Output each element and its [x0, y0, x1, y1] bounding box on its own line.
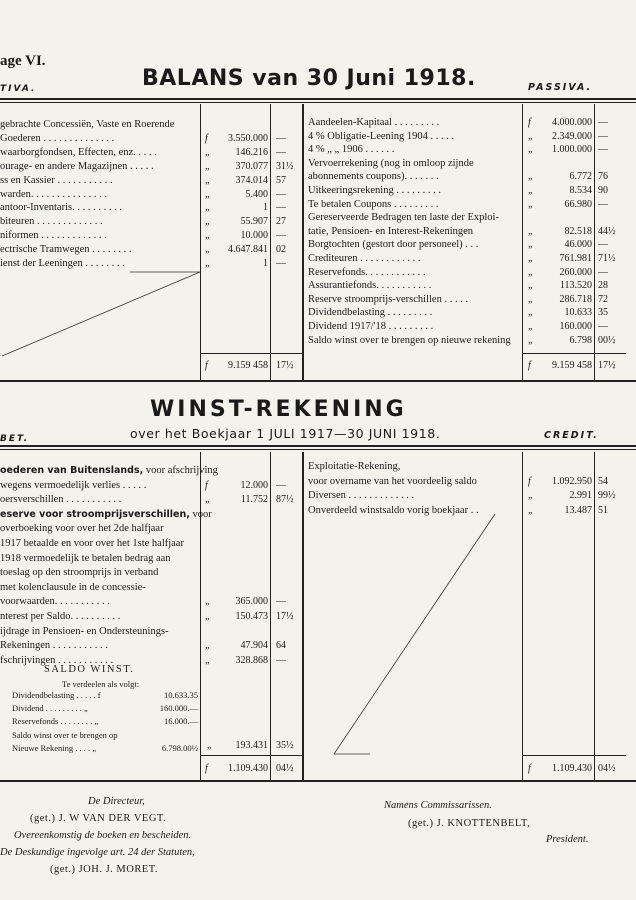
balance-bottom-rule: [0, 380, 636, 382]
activa-row-amount: 5.400: [245, 188, 268, 200]
activa-row-label: gebrachte Concessiën, Vaste en Roerende: [0, 119, 175, 130]
passiva-row-label: Vervoerrekening (nog in omloop zijnde: [308, 157, 474, 169]
debet-row-label: toeslag op den stroomprijs in verband: [0, 567, 159, 579]
activa-row-amount: 1: [263, 258, 268, 269]
passiva-row-cents: 35: [598, 307, 608, 319]
activa-row-currency: f: [205, 132, 208, 144]
director-heading: De Directeur,: [88, 796, 145, 807]
debet-row-cents: 17½: [276, 611, 294, 622]
saldo-item-value: 6.798.00½: [161, 742, 198, 753]
activa-row-cents: 02: [276, 244, 286, 256]
passiva-row-cents: 00½: [598, 334, 616, 346]
passiva-row-label: Borgtochten (gestort door personeel) . . .: [308, 239, 479, 251]
debet-row-currency: „: [205, 640, 211, 652]
passiva-row-currency: „: [528, 171, 534, 183]
credit-row-cents: 51: [598, 504, 608, 516]
saldo-item-label: Reservefonds . . . . . . . . „: [12, 716, 99, 727]
balance-total-right-f: f: [528, 360, 531, 371]
passiva-row-amount: 2.349.000: [552, 130, 592, 142]
debet-row-amount: 150.473: [235, 611, 268, 622]
profit-total-left-cents: 04½: [276, 763, 294, 774]
credit-row-label: Exploitatie-Rekening,: [308, 461, 401, 472]
activa-row-label: ienst der Leeningen . . . . . . . .: [0, 258, 125, 269]
activa-row-label: ss en Kassier . . . . . . . . . . .: [0, 174, 113, 186]
debet-row-cents: —: [276, 596, 286, 608]
saldo-total-cents: 35½: [276, 740, 294, 751]
saldo-total-f: „: [207, 740, 212, 751]
activa-row-cents: —: [276, 132, 286, 144]
debet-row-label: wegens vermoedelijk verlies . . . . .: [0, 479, 147, 491]
debet-row-amount: 365.000: [235, 596, 268, 608]
activa-row-cents: —: [276, 258, 286, 269]
passiva-row-cents: —: [598, 239, 608, 251]
saldo-item-value: 160.000.—: [159, 703, 198, 714]
balance-top-rule-thin: [0, 102, 636, 103]
commissioners-heading: Namens Commissarissen.: [384, 800, 492, 811]
passiva-row-currency: „: [528, 307, 534, 319]
saldo-item-value: 16.000.—: [164, 716, 198, 727]
saldo-item-label: Saldo winst over te brengen op: [12, 729, 118, 740]
auditor-name: (get.) JOH. J. MORET.: [50, 864, 159, 875]
director-name: (get.) J. W VAN DER VEGT.: [30, 813, 167, 824]
activa-row-label: warden. . . . . . . . . . . . . . .: [0, 188, 108, 200]
passiva-row-cents: —: [598, 117, 608, 128]
debet-row-amount: 11.752: [240, 494, 268, 506]
saldo-subheading: Te verdeelen als volgt:: [62, 679, 140, 689]
debet-row-label-tail: voor afschrijving: [143, 465, 218, 476]
credit-row-currency: „: [528, 504, 534, 516]
passiva-row-cents: 71½: [598, 253, 616, 264]
passiva-row-currency: „: [528, 198, 534, 210]
activa-row-amount: 10.000: [240, 230, 268, 242]
passiva-row-amount: 286.718: [559, 293, 592, 305]
passiva-row-amount: 66.980: [564, 198, 592, 210]
passiva-row-amount: 6.798: [569, 334, 592, 346]
activa-row-cents: 57: [276, 174, 286, 186]
credit-row-cents: 54: [598, 475, 608, 487]
passiva-row-amount: 160.000: [559, 321, 592, 332]
passiva-row-amount: 8.534: [569, 185, 592, 196]
passiva-row-label: Dividend 1917/'18 . . . . . . . . .: [308, 321, 434, 332]
passiva-row-currency: „: [528, 185, 534, 196]
credit-row-label: voor overname van het voordeelig saldo: [308, 475, 477, 487]
passiva-label: PASSIVA.: [528, 82, 593, 93]
passiva-row-amount: 10.633: [564, 307, 592, 319]
credit-row-amount: 1.092.950: [552, 475, 592, 487]
profit-total-left-f: f: [205, 763, 208, 774]
activa-row-amount: 374.014: [235, 174, 268, 186]
passiva-row-currency: „: [528, 266, 534, 278]
credit-row-cents: 99½: [598, 490, 616, 502]
auditor-heading: De Deskundige ingevolge art. 24 der Statuten,: [0, 847, 195, 858]
debet-row-label: ijdrage in Pensioen- en Ondersteunings-: [0, 625, 169, 637]
profit-total-right-cents: 04½: [598, 763, 616, 774]
debet-row-label: fschrijvingen . . . . . . . . . . .: [0, 654, 114, 666]
profit-title: WINST-REKENING: [150, 397, 407, 422]
credit-row-label: Diversen . . . . . . . . . . . . .: [308, 490, 415, 502]
passiva-row-label: Gereserveerde Bedragen ten laste der Exploi-: [308, 212, 499, 224]
activa-row-currency: „: [205, 244, 211, 256]
activa-row-label: waarborgfondsen, Effecten, enz. . . . .: [0, 146, 157, 158]
profit-total-right-f: f: [528, 763, 531, 774]
activa-row-amount: 370.077: [235, 160, 268, 172]
activa-row-amount: 1: [263, 202, 268, 214]
debet-row-currency: „: [205, 596, 211, 608]
passiva-row-cents: 44½: [598, 225, 616, 237]
passiva-row-currency: „: [528, 130, 534, 142]
debet-label: BET.: [0, 434, 30, 444]
debet-row-label: overboeking voor over het 2de halfjaar: [0, 523, 164, 535]
passiva-row-cents: —: [598, 266, 608, 278]
debet-row-amount: 47.904: [240, 640, 268, 652]
passiva-row-currency: f: [528, 117, 531, 128]
debet-row-label: oersverschillen . . . . . . . . . . .: [0, 494, 122, 506]
activa-row-amount: 3.550.000: [228, 132, 268, 144]
saldo-total-amount: 193.431: [235, 740, 268, 751]
activa-row-cents: —: [276, 188, 286, 200]
passiva-row-label: Uitkeeringsrekening . . . . . . . . .: [308, 185, 441, 196]
activa-row-currency: „: [205, 230, 211, 242]
passiva-row-currency: „: [528, 144, 534, 156]
debet-row-currency: „: [205, 654, 211, 666]
activa-row-cents: —: [276, 202, 286, 214]
president-name: (get.) J. KNOTTENBELT,: [408, 818, 531, 829]
activa-row-cents: —: [276, 146, 286, 158]
activa-row-currency: „: [205, 160, 211, 172]
debet-row-currency: „: [205, 611, 211, 622]
passiva-row-label: Saldo winst over te brengen op nieuwe rekening: [308, 334, 511, 346]
activa-row-label: antoor-Inventaris. . . . . . . . . .: [0, 202, 122, 214]
activa-row-currency: „: [205, 202, 211, 214]
passiva-row-amount: 82.518: [564, 225, 592, 237]
debet-row-amount: 328.868: [235, 654, 268, 666]
passiva-row-label: Aandeelen-Kapitaal . . . . . . . . .: [308, 117, 440, 128]
passiva-row-currency: „: [528, 321, 534, 332]
activa-row-label: biteuren . . . . . . . . . . . . .: [0, 216, 103, 228]
passiva-row-amount: 6.772: [569, 171, 592, 183]
activa-label: TIVA.: [0, 84, 37, 94]
activa-row-label: ourage- en andere Magazijnen . . . . .: [0, 160, 154, 172]
passiva-row-cents: —: [598, 321, 608, 332]
passiva-row-currency: „: [528, 334, 534, 346]
passiva-row-cents: 90: [598, 185, 608, 196]
debet-row-amount: 12.000: [240, 479, 268, 491]
passiva-row-amount: 260.000: [559, 266, 592, 278]
credit-row-currency: f: [528, 475, 531, 487]
balance-total-right-amount: 9.159 458: [552, 360, 592, 371]
passiva-row-amount: 761.981: [559, 253, 592, 264]
credit-row-amount: 13.487: [564, 504, 592, 516]
credit-fill-diagonal: [330, 510, 500, 760]
balance-fill-diagonal: [0, 270, 200, 360]
passiva-row-currency: „: [528, 280, 534, 292]
activa-row-label: niformen . . . . . . . . . . . . .: [0, 230, 107, 242]
passiva-row-label: Assurantiefonds. . . . . . . . . . .: [308, 280, 432, 292]
saldo-item-label: Dividend . . . . . . . . . „: [12, 703, 88, 714]
debet-row-label: 1917 betaalde en voor over het 1ste halfjaar: [0, 538, 184, 549]
passiva-row-label: Reserve stroomprijs-verschillen . . . . .: [308, 293, 469, 305]
passiva-row-amount: 46.000: [564, 239, 592, 251]
balance-top-rule: [0, 98, 636, 100]
passiva-row-cents: —: [598, 198, 608, 210]
activa-row-label: ectrische Tramwegen . . . . . . . .: [0, 244, 132, 256]
passiva-row-label: Dividendbelasting . . . . . . . . .: [308, 307, 433, 319]
debet-row-label: 1918 vermoedelijk te betalen bedrag aan: [0, 552, 171, 564]
passiva-row-label: tatie, Pensioen- en Interest-Rekeningen: [308, 225, 474, 237]
debet-row-label: met kolenclausule in de concessie-: [0, 581, 146, 593]
saldo-item-label: Nieuwe Rekening . . . . „: [12, 742, 97, 753]
balance-total-right-cents: 17½: [598, 360, 616, 371]
passiva-row-label: Te betalen Coupons . . . . . . . . .: [308, 198, 439, 210]
passiva-row-cents: 28: [598, 280, 608, 292]
credit-row-amount: 2.991: [569, 490, 592, 502]
passiva-row-currency: „: [528, 293, 534, 305]
saldo-heading: SALDO WINST.: [44, 664, 135, 675]
debet-row-cents: —: [276, 654, 286, 666]
activa-row-currency: „: [205, 174, 211, 186]
profit-subtitle: over het Boekjaar 1 JULI 1917—30 JUNI 1918.: [130, 426, 441, 441]
activa-row-amount: 55.907: [240, 216, 268, 228]
profit-total-left-amount: 1.109.430: [228, 763, 268, 774]
debet-row-label-tail: voor: [189, 508, 212, 520]
debet-row-cents: 64: [276, 640, 286, 652]
passiva-row-cents: —: [598, 144, 608, 156]
debet-row-label: Rekeningen . . . . . . . . . . .: [0, 640, 108, 652]
activa-row-amount: 146.216: [235, 146, 268, 158]
president-title: President.: [546, 834, 589, 845]
debet-row-cents: —: [276, 479, 286, 491]
activa-row-currency: „: [205, 216, 211, 228]
activa-row-cents: 27: [276, 216, 286, 228]
passiva-row-cents: 72: [598, 293, 608, 305]
audit-note: Overeenkomstig de boeken en bescheiden.: [14, 830, 192, 841]
credit-label: CREDIT.: [544, 430, 599, 441]
saldo-item-label: Dividendbelasting . . . . . f: [12, 690, 101, 700]
activa-row-label: Goederen . . . . . . . . . . . . . .: [0, 132, 115, 144]
passiva-row-cents: —: [598, 130, 608, 142]
passiva-row-currency: „: [528, 253, 534, 264]
activa-row-amount: 4.647.841: [228, 244, 268, 256]
debet-row-label: nterest per Saldo. . . . . . . . . .: [0, 611, 121, 622]
debet-row-label: oederen van Buitenslands, voor afschrijving: [0, 465, 218, 476]
page-reference: age VI.: [0, 53, 46, 69]
debet-row-label: eserve voor stroomprijsverschillen, voor: [0, 508, 212, 520]
activa-row-cents: 31½: [276, 160, 294, 172]
passiva-row-cents: 76: [598, 171, 608, 183]
balance-title: BALANS van 30 Juni 1918.: [142, 66, 476, 91]
activa-row-currency: „: [205, 188, 211, 200]
balance-total-left-f: f: [205, 360, 208, 371]
debet-row-currency: f: [205, 479, 208, 491]
passiva-row-amount: 1.000.000: [552, 144, 592, 156]
passiva-row-label: 4 % Obligatie-Leening 1904 . . . . .: [308, 130, 455, 142]
credit-row-label: Onverdeeld winstsaldo vorig boekjaar . .: [308, 504, 479, 516]
passiva-row-amount: 113.520: [559, 280, 592, 292]
passiva-row-label: 4 % „ „ 1906 . . . . . .: [308, 144, 395, 156]
passiva-row-label: Reservefonds. . . . . . . . . . . .: [308, 266, 426, 278]
debet-row-cents: 87½: [276, 494, 294, 506]
saldo-item-value: 10.633.35: [164, 690, 198, 700]
credit-row-currency: „: [528, 490, 534, 502]
passiva-row-label: abonnements coupons). . . . . . .: [308, 171, 439, 183]
activa-row-currency: „: [205, 258, 211, 269]
passiva-row-label: Crediteuren . . . . . . . . . . . .: [308, 253, 421, 264]
passiva-row-amount: 4.000.000: [552, 117, 592, 128]
balance-total-left-cents: 17½: [276, 360, 294, 371]
debet-row-currency: „: [205, 494, 211, 506]
activa-row-currency: „: [205, 146, 211, 158]
passiva-row-currency: „: [528, 239, 534, 251]
debet-row-label: voorwaarden. . . . . . . . . . .: [0, 596, 110, 608]
balance-total-left-amount: 9.159 458: [228, 360, 268, 371]
passiva-row-currency: „: [528, 225, 534, 237]
activa-row-cents: —: [276, 230, 286, 242]
profit-total-right-amount: 1.109.430: [552, 763, 592, 774]
